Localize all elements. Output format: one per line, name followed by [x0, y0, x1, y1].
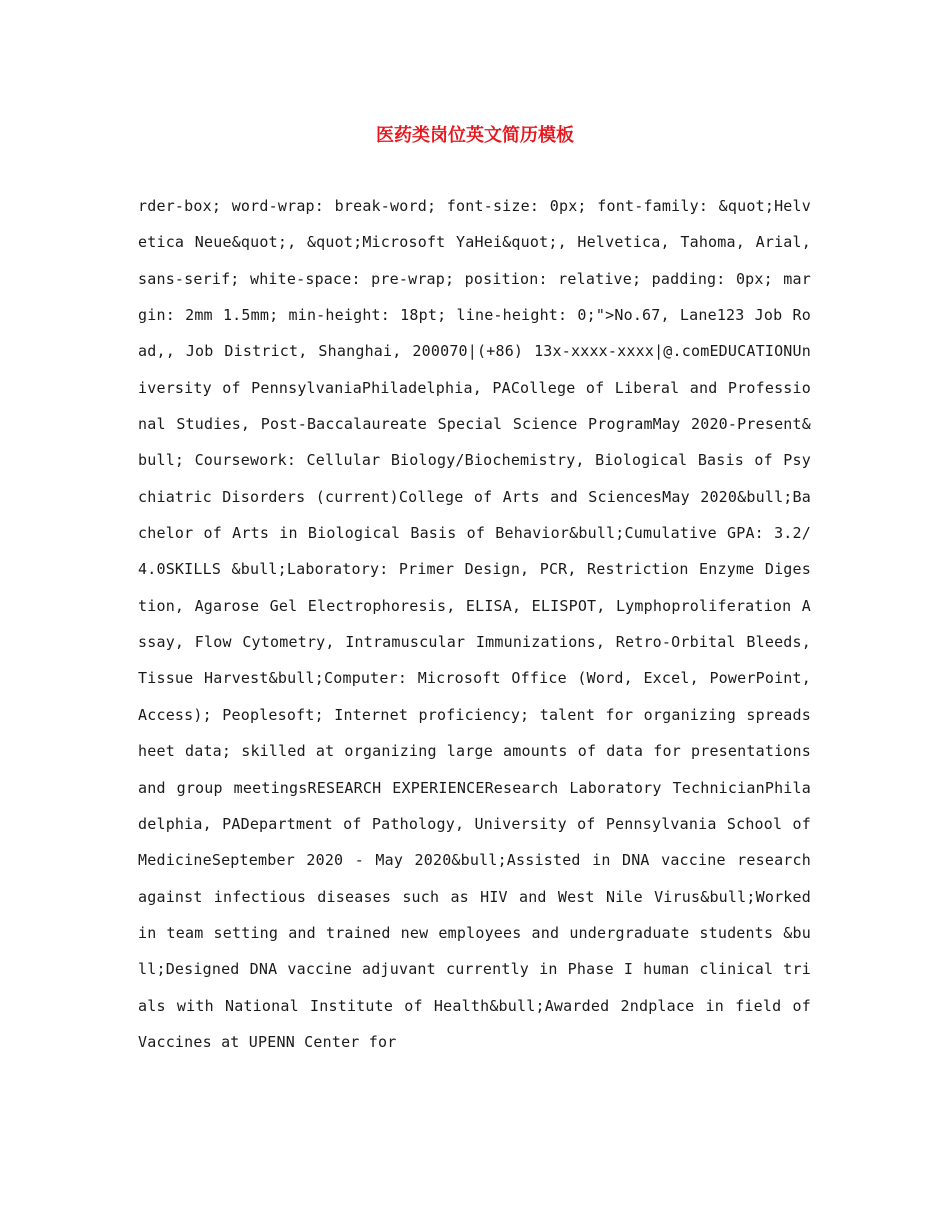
- document-body-text: rder-box; word-wrap: break-word; font-size: 0px; font-family: &quot;Helvetica Neue&quot;, &quot;Microsoft YaHei&quot;, Helvetica, Tahoma, Arial, sans-serif; white-space: pre-wrap; position: relative; padding: 0px; margin: 2mm 1.5mm; min-height: 18pt; line-height: 0;">No.67, Lane123 Job Road,, Job District, Shanghai, 200070|(+86) 13x-xxxx-xxxx|@.comEDUCATIONUniversity of PennsylvaniaPhiladelphia, PACollege of Liberal and Professional Studies, Post-Baccalaureate Special Science ProgramMay 2020-Present&bull; Coursework: Cellular Biology/Biochemistry, Biological Basis of Psychiatric Disorders (current)College of Arts and SciencesMay 2020&bull;Bachelor of Arts in Biological Basis of Behavior&bull;Cumulative GPA: 3.2/4.0SKILLS &bull;Laboratory: Primer Design, PCR, Restriction Enzyme Digestion, Agarose Gel Electrophoresis, ELISA, ELISPOT, Lymphoproliferation Assay, Flow Cytometry, Intramuscular Immunizations, Retro-Orbital Bleeds, Tissue Harvest&bull;Computer: Microsoft Office (Word, Excel, PowerPoint, Access); Peoplesoft; Internet proficiency; talent for organizing spreadsheet data; skilled at organizing large amounts of data for presentations and group meetingsRESEARCH EXPERIENCEResearch Laboratory TechnicianPhiladelphia, PADepartment of Pathology, University of Pennsylvania School of MedicineSeptember 2020 - May 2020&bull;Assisted in DNA vaccine research against infectious diseases such as HIV and West Nile Virus&bull;Worked in team setting and trained new employees and undergraduate students &bull;Designed DNA vaccine adjuvant currently in Phase I human clinical trials with National Institute of Health&bull;Awarded 2ndplace in field of Vaccines at UPENN Center for: [138, 197, 811, 1051]
- document-title: 医药类岗位英文简历模板: [376, 125, 574, 146]
